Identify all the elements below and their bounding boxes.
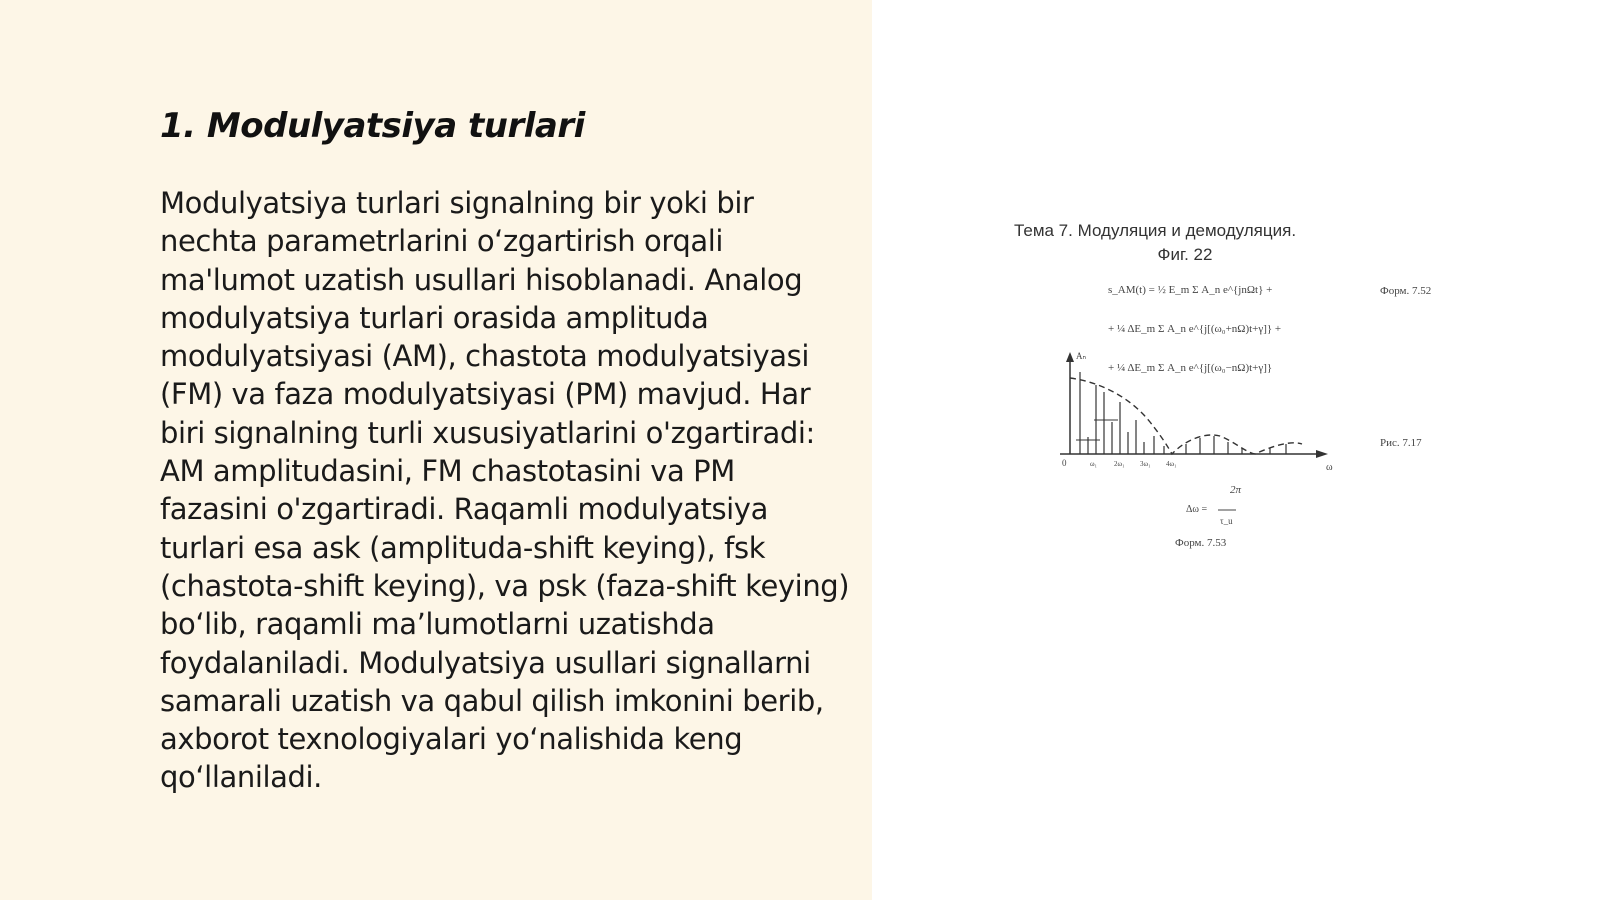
- figure-header: Тема 7. Модуляция и демодуляция.: [1013, 222, 1297, 240]
- formula-line-2: + ¼ ΔE_m Σ A_n e^{j[(ω₀+nΩ)t+γ]} +: [1108, 323, 1282, 335]
- x-tick-2: 2ω₁: [1114, 460, 1125, 468]
- formula-ref-752: Форм. 7.52: [1380, 285, 1432, 297]
- modulation-spectrum-figure: [990, 222, 1450, 562]
- x-tick-3: 3ω₁: [1140, 460, 1151, 468]
- figure-label: Фиг. 22: [1157, 245, 1213, 264]
- x-tick-4: 4ω₁: [1166, 460, 1177, 468]
- graph-ref-717: Рис. 7.17: [1380, 437, 1422, 449]
- x-axis-label: ω: [1326, 462, 1333, 473]
- y-axis-label: Aₙ: [1076, 351, 1087, 361]
- slide-paragraph: Modulyatsiya turlari signalning bir yoki bir nechta parametrlarini o‘zgartirish orqali ma'lumot uzatish usullari hisoblanadi. Analog modulyatsiya turlari orasida amplituda modulyatsiyasi (AM), chastota modulyatsiyasi (FM) va faza modulyatsiyasi (PM) mavjud. Har biri signalning turli xususiyatlarini o'zgartiradi: AM amplitudasini, FM chastotasini va PM fazasini o'zgartiradi. Raqamli modulyatsiya turlari esa ask (amplituda-shift keying), fsk (chastota-shift keying), va psk (faza-shift keying) bo‘lib, raqamli ma’lumotlarni uzatishda foydalaniladi. Modulyatsiya usullari signallarni samarali uzatish va qabul qilish imkonini berib, axborot texnologiyalari yo‘nalishida keng qo‘llaniladi.: [160, 186, 850, 795]
- formula-ref-753: Форм. 7.53: [1175, 537, 1227, 549]
- delta-numerator: 2π: [1230, 484, 1242, 496]
- spectral-lines: [1080, 372, 1286, 454]
- slide-title: 1. Modulyatsiya turlari: [160, 106, 585, 146]
- delta-denominator: τ_u: [1220, 516, 1233, 526]
- formula-line-1: s_AM(t) = ½ E_m Σ A_n e^{jnΩt} +: [1108, 284, 1273, 296]
- x-tick-0: 0: [1062, 458, 1067, 468]
- formula-line-3: + ¼ ΔE_m Σ A_n e^{j[(ω₀−nΩ)t+γ]}: [1108, 362, 1273, 374]
- delta-lhs: Δω =: [1186, 504, 1208, 515]
- spectrum-envelope: [1070, 378, 1302, 454]
- y-axis-arrow-icon: [1066, 352, 1074, 362]
- x-tick-1: ω₁: [1090, 460, 1098, 468]
- x-axis-arrow-icon: [1316, 450, 1328, 458]
